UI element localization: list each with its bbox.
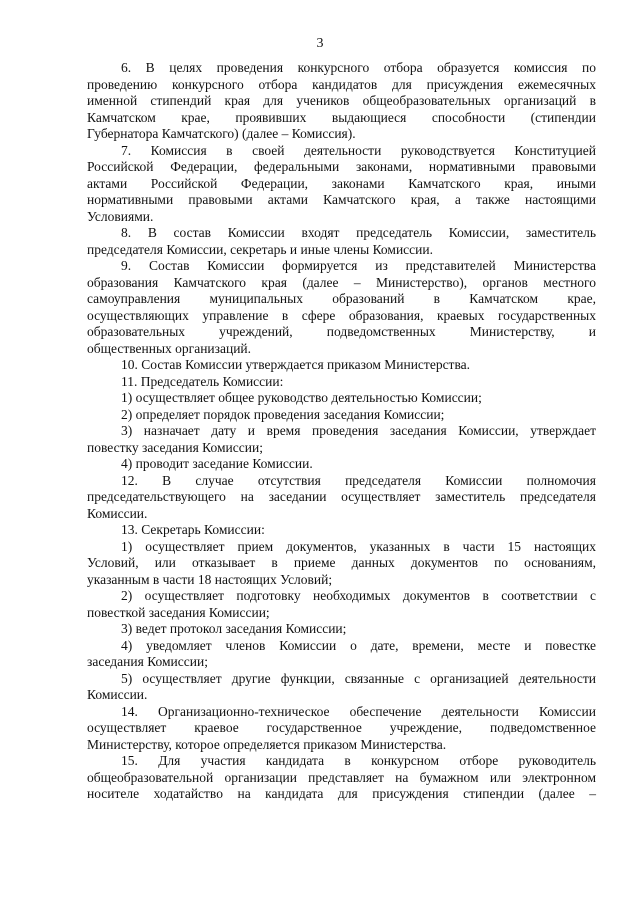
text-line: 15. Для участия кандидата в конкурсном отборе руководитель bbox=[121, 753, 596, 768]
text-line: председательствующего на заседании осуществляет заместитель председателя bbox=[87, 489, 596, 504]
text-line: Министерству, которое определяется приказом Министерства. bbox=[87, 736, 447, 752]
paragraph bbox=[87, 374, 596, 391]
text-line: именной стипендий края для учеников общеобразовательных организаций в bbox=[87, 93, 596, 108]
text-line: образовательных учреждений, подведомственных Министерству, и bbox=[87, 324, 596, 339]
text-line: осуществляющих управление в сфере образования, краевых государственных bbox=[87, 307, 596, 323]
text-line: общественных организаций. bbox=[87, 340, 252, 356]
text-line: 9. Состав Комиссии формируется из представителей Министерства bbox=[121, 258, 596, 273]
text-line: 2) определяет порядок проведения заседания Комиссии; bbox=[121, 406, 445, 422]
text-line: 3) назначает дату и время проведения заседания Комиссии, утверждает bbox=[121, 423, 596, 438]
text-line: 3) ведет протокол заседания Комиссии; bbox=[121, 621, 347, 636]
paragraph bbox=[87, 225, 596, 258]
text-line: Комиссии. bbox=[87, 505, 148, 521]
document-body bbox=[87, 60, 596, 803]
paragraph bbox=[87, 390, 596, 407]
paragraph bbox=[87, 407, 596, 424]
text-line: повесткой заседания Комиссии; bbox=[87, 604, 270, 620]
text-line: носителе ходатайство на кандидата для присуждения стипендии (далее – bbox=[87, 786, 596, 801]
text-line: председателя Комиссии, секретарь и иные члены Комиссии. bbox=[87, 241, 433, 257]
text-line: 4) проводит заседание Комиссии. bbox=[121, 456, 313, 471]
text-line: 11. Председатель Комиссии: bbox=[121, 373, 284, 389]
text-line: 5) осуществляет другие функции, связанные с организацией деятельности bbox=[121, 670, 596, 686]
text-line: 8. В состав Комиссии входят председатель Комиссии, заместитель bbox=[121, 225, 596, 240]
text-line: 1) осуществляет прием документов, указанных в части 15 настоящих bbox=[121, 538, 596, 554]
paragraph bbox=[87, 621, 596, 638]
text-line: общеобразовательной организации представляет на бумажном или электронном bbox=[87, 769, 596, 785]
text-line: 1) осуществляет общее руководство деятельностью Комиссии; bbox=[121, 390, 482, 405]
text-line: осуществляет краевое государственное учреждение, подведомственное bbox=[87, 720, 596, 735]
text-line: Условий, или отказывает в приеме данных документов по основаниям, bbox=[87, 555, 596, 570]
text-line: Комиссии. bbox=[87, 687, 148, 702]
paragraph bbox=[87, 588, 596, 621]
text-line: проведению конкурсного отбора кандидатов для присуждения ежемесячных bbox=[87, 76, 596, 92]
paragraph bbox=[87, 473, 596, 523]
text-line: 10. Состав Комиссии утверждается приказом Министерства. bbox=[121, 357, 471, 372]
text-line: 12. В случае отсутствия председателя Комиссии полномочия bbox=[121, 472, 596, 488]
paragraph bbox=[87, 143, 596, 226]
text-line: Условиями. bbox=[87, 208, 154, 224]
text-line: повестку заседания Комиссии; bbox=[87, 439, 263, 455]
text-line: актами Российской Федерации, законами Камчатского края, иными bbox=[87, 175, 596, 191]
paragraph bbox=[87, 671, 596, 704]
paragraph bbox=[87, 423, 596, 456]
paragraph bbox=[87, 522, 596, 539]
text-line: 14. Организационно-техническое обеспечение деятельности Комиссии bbox=[121, 703, 596, 719]
text-line: образования Камчатского края (далее – Министерство), органов местного bbox=[87, 274, 596, 290]
page-number: 3 bbox=[316, 36, 324, 51]
text-line: указанным в части 18 настоящих Условий; bbox=[87, 571, 333, 587]
text-line: 13. Секретарь Комиссии: bbox=[121, 522, 265, 537]
paragraph bbox=[87, 539, 596, 589]
text-line: самоуправления муниципальных образований в Камчатском крае, bbox=[87, 291, 596, 306]
paragraph bbox=[87, 456, 596, 473]
text-line: Губернатора Камчатского) (далее – Комиссия). bbox=[87, 126, 356, 141]
text-line: 6. В целях проведения конкурсного отбора образуется комиссия по bbox=[121, 60, 596, 75]
text-line: Российской Федерации, федеральными законами, нормативными правовыми bbox=[87, 159, 596, 174]
text-line: 2) осуществляет подготовку необходимых документов в соответствии с bbox=[121, 588, 596, 603]
text-line: 7. Комиссия в своей деятельности руководствуется Конституцией bbox=[121, 142, 596, 158]
paragraph bbox=[87, 357, 596, 374]
text-line: нормативными правовыми актами Камчатского края, а также настоящими bbox=[87, 192, 596, 207]
paragraph bbox=[87, 60, 596, 143]
paragraph bbox=[87, 258, 596, 357]
text-line: Камчатском крае, проявивших выдающиеся способности (стипендии bbox=[87, 109, 596, 125]
paragraph bbox=[87, 638, 596, 671]
text-line: 4) уведомляет членов Комиссии о дате, времени, месте и повестке bbox=[121, 637, 596, 653]
text-line: заседания Комиссии; bbox=[87, 654, 208, 669]
paragraph bbox=[87, 753, 596, 803]
paragraph bbox=[87, 704, 596, 754]
